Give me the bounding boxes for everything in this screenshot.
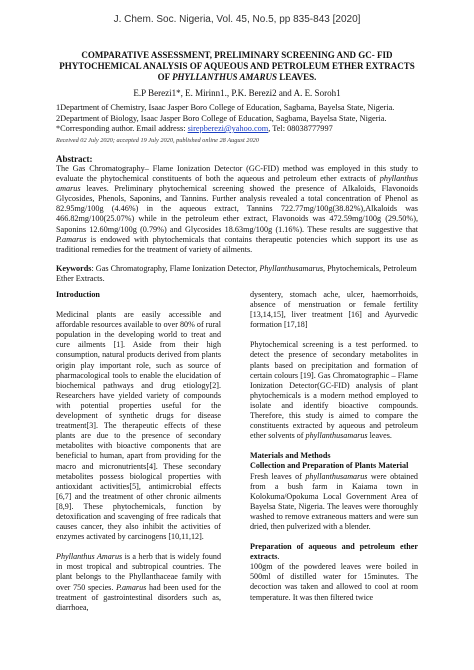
title-line-3: OF PHYLLANTHUS AMARUS LEAVES. (157, 72, 317, 82)
preparation-heading: Preparation of aqueous and petroleum ether extracts. (250, 542, 418, 562)
keywords-label: Keywords (56, 264, 92, 273)
received-dates: Received 02 July 2020; accepted 19 July 2020, published online 28 August 2020 (56, 137, 259, 144)
right-paragraph-1: dysentery, stomach ache, ulcer, haemorrhoids, absence of menstruation or female fertility [13,14,15], liver treatment [16] and Ayurvedic formation [17,18] (250, 290, 418, 330)
introduction-paragraph-2: Phyllanthus Amarus is a herb that is widely found in most tropical and subtropical countries. The plant belongs to the Phyllanthaceae family with over 750 species. P.amarus had been used for the treatment of gastrointestinal disorders such as, diarrhoea, (56, 552, 221, 612)
preparation-paragraph: 100gm of the powdered leaves were boiled in 500ml of distilled water for 15minutes. The decoction was taken and allowed to cool at room temperature. It was then filtered twice (250, 562, 418, 602)
abstract-heading: Abstract: (56, 154, 93, 164)
affiliations (56, 103, 436, 135)
introduction-paragraph-1: Medicinal plants are easily accessible and affordable resources available to over 80% of rural population in the developing world to treat and cure ailments [1]. Aside from their high consumption, natural products derived from plants origin play important role, such as source of pharmacological tools to enable the elucidation of biochemical pathways and drug etiology[2]. Researchers have yielded variety of compounds with potential properties useful for the development of synthetic drugs for disease treatment[3]. The therapeutic effects of these plants are due to the presence of secondary metabolites with bioactive components that are beneficial to human, apart from providing for the macro and micronutrients[4]. These secondary metabolites possess biological properties with antioxidant activities[5], antimicrobial effects [6,7] and the treatment of other chronic ailments [8,9]. These phytochemicals, function by detoxification and scavenging of free radicals that causes cancer, they also inhibit the activities of enzymes activated by carcinogens [10,11,12]. (56, 310, 221, 542)
title-species: PHYLLANTHUS AMARUS (172, 72, 277, 82)
journal-header: J. Chem. Soc. Nigeria, Vol. 45, No.5, pp 835-843 [2020] (113, 14, 361, 25)
abstract-body: The Gas Chromatography– Flame Ionization Detector (GC-FID) method was employed in this study to evaluate the phytochemical constituents of both the aqueous and petroleum ether extracts of phyllanthus amarus leaves. Preliminary phytochemical screening showed the presence of Alkaloids, Flavonoids Glycosides, Phenols, Saponins, and Tannins. Further analysis revealed a total concentration of Phenol as 82.95mg/100g (4.46%) in the aqueous extract, Tannins 722.77mg/100g(38.82%),Alkaloids was 466.82mg/100(25.07%) while in the petroleum ether extract, Flavonoids was 472.59mg/100g (29.50%), Saponins 12.60mg/100g (0.79%) and Glycosides 18.63mg/100g (1.16%). These results are suggestive that P.amarus is endowed with phytochemicals that contains therapeutic potencies which support its use as traditional remedies for the treatment of variety of ailments. (56, 164, 418, 254)
introduction-heading: Introduction (56, 290, 100, 299)
right-column (250, 290, 418, 603)
keywords: Keywords: Gas Chromatography, Flame Ionization Detector, Phyllanthusamarus, Phytochemicals, Petroleum Ether Extracts. (56, 264, 417, 284)
materials-methods-heading: Materials and Methods (250, 451, 331, 461)
collection-paragraph: Fresh leaves of phyllanthusamarus were obtained from a bush farm in Kaiama town in Kolokuma/Opokuma Local Government Area of Bayelsa State, Nigeria. The leaves were thoroughly washed to remove extraneous matters and were sun dried, then pulverized with a blender. (250, 471, 418, 531)
right-paragraph-2: Phytochemical screening is a test performed. to detect the presence of secondary metabolites in plants based on precipitation and formation of certain colours [19]. Gas Chromatographic – Flame Ionization Detector(GC-FID) analysis of plant phytochemicals is a modern method employed to isolate and identify bioactive compounds. Therefore, this study is aimed to compare the constituents extracted by aqueous and petroleum ether solvents of phyllanthusamarus leaves. (250, 340, 418, 441)
author-list: E.P Berezi1*, E. Mirinn1., P.K. Berezi2 and A. E. Soroh1 (133, 88, 341, 98)
author-email-link[interactable]: sirepberezi@yahoo.com (187, 124, 269, 133)
paper-title (48, 50, 426, 83)
left-column (56, 290, 221, 613)
affiliation-1: 1Department of Chemistry, Isaac Jasper Boro College of Education, Sagbama, Bayelsa State, Nigeria. (56, 103, 395, 112)
corresponding-author: *Corresponding author. Email address: sirepberezi@yahoo.com, Tel: 08038777997 (56, 124, 333, 133)
title-line-1: COMPARATIVE ASSESSMENT, PRELIMINARY SCREENING AND GC- FID (81, 50, 393, 60)
title-line-2: PHYTOCHEMICAL ANALYSIS OF AQUEOUS AND PETROLEUM ETHER EXTRACTS (59, 61, 415, 71)
affiliation-2: 2Department of Biology, Isaac Jasper Boro College of Education, Sagbama, Bayelsa State, Nigeria. (56, 113, 387, 123)
collection-heading: Collection and Preparation of Plants Material (250, 461, 409, 471)
